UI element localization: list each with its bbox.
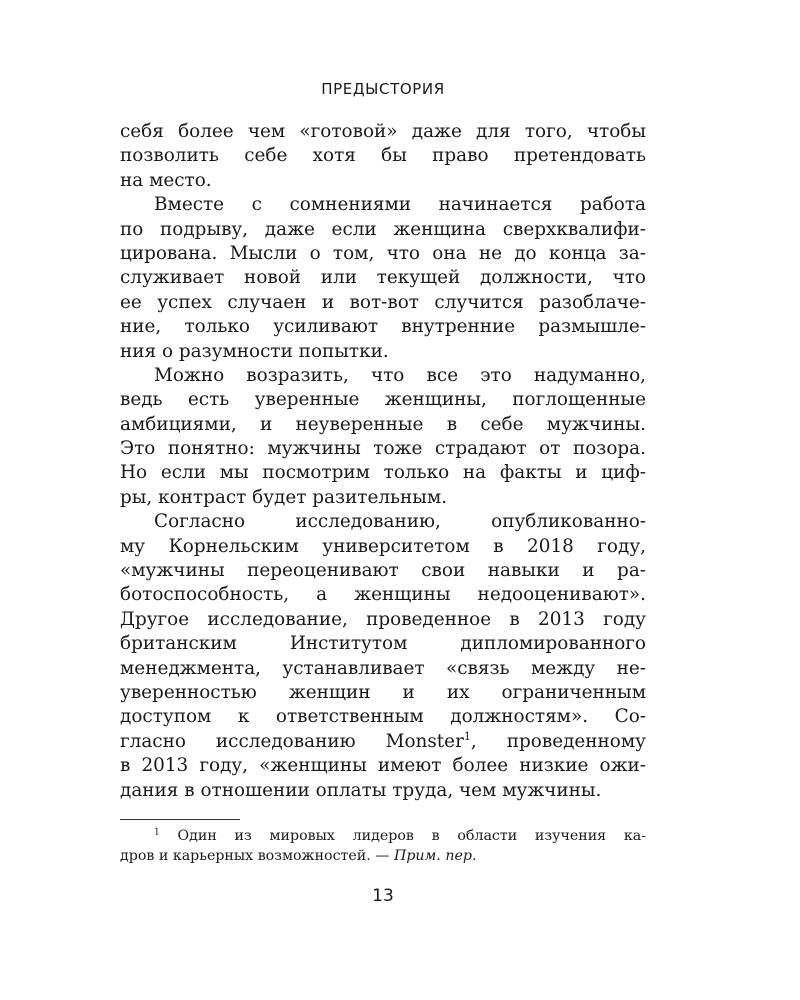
footnote-line [120, 826, 646, 846]
body-text [120, 120, 646, 803]
text-line: менеджмента, устанавливает «связь между не- [120, 657, 646, 679]
text-line: Согласно исследованию, опубликованно- [154, 511, 646, 533]
text-fragment: , проведенному [470, 730, 646, 752]
text-line: Можно возразить, что все это надуманно, [154, 364, 646, 386]
running-title: ПРЕДЫСТОРИЯ [321, 80, 445, 98]
text-line: позволить себе хотя бы право претендовать [120, 145, 646, 167]
text-line: ее успех случаен и вот-вот случится разоблаче- [120, 291, 646, 313]
text-line: в 2013 году, «женщины имеют более низкие ожи- [120, 755, 646, 777]
text-line: Это понятно: мужчины тоже страдают от позора. [120, 438, 646, 460]
footnote-translator-note: Прим. пер. [393, 848, 477, 864]
text-line: ние, только усиливают внутренние размышле- [120, 316, 646, 338]
page-number: 13 [372, 886, 394, 906]
text-line: цирована. Мысли о том, что она не до конца за- [120, 242, 646, 264]
text-line: ры, контраст будет разительным. [120, 486, 448, 508]
text-line: Другое исследование, проведенное в 2013 году [120, 608, 646, 630]
footnote-line [120, 846, 646, 866]
text-line: му Корнельским университетом в 2018 году, [120, 535, 646, 557]
footnote [120, 826, 646, 866]
text-fragment: гласно исследованию Monster [120, 730, 464, 752]
text-line-with-footnote-ref [120, 730, 646, 754]
footnote-text: дров и карьерных возможностей. — [120, 848, 394, 864]
text-line: ведь есть уверенные женщины, поглощенные [120, 389, 646, 411]
text-line: себя более чем «готовой» даже для того, чтобы [120, 121, 646, 142]
text-line: дания в отношении оплаты труда, чем мужчины. [120, 779, 602, 801]
text-line: Но если мы посмотрим только на факты и циф- [120, 462, 646, 484]
text-line: ботоспособность, а женщины недооценивают». [120, 584, 646, 606]
footnote-divider [120, 819, 240, 820]
text-line: «мужчины переоценивают свои навыки и ра- [120, 560, 646, 582]
text-line: служивает новой или текущей должности, что [120, 267, 646, 289]
text-line: доступом к ответственным должностям». Со- [120, 706, 646, 728]
text-line: на место. [120, 169, 212, 191]
text-line: ния о разумности попытки. [120, 340, 389, 362]
text-line: по подрыву, даже если женщина сверхквалифи- [120, 218, 646, 240]
footnote-reference[interactable]: 1 [463, 729, 471, 743]
text-line: амбициями, и неуверенные в себе мужчины. [120, 413, 646, 435]
footnote-number: 1 [154, 827, 160, 838]
text-line: уверенностью женщин и их ограниченным [120, 681, 646, 703]
text-line: Вместе с сомнениями начинается работа [154, 194, 646, 216]
footnote-text: Один из мировых лидеров в области изучения ка- [177, 828, 646, 844]
text-line: британским Институтом дипломированного [120, 633, 646, 655]
